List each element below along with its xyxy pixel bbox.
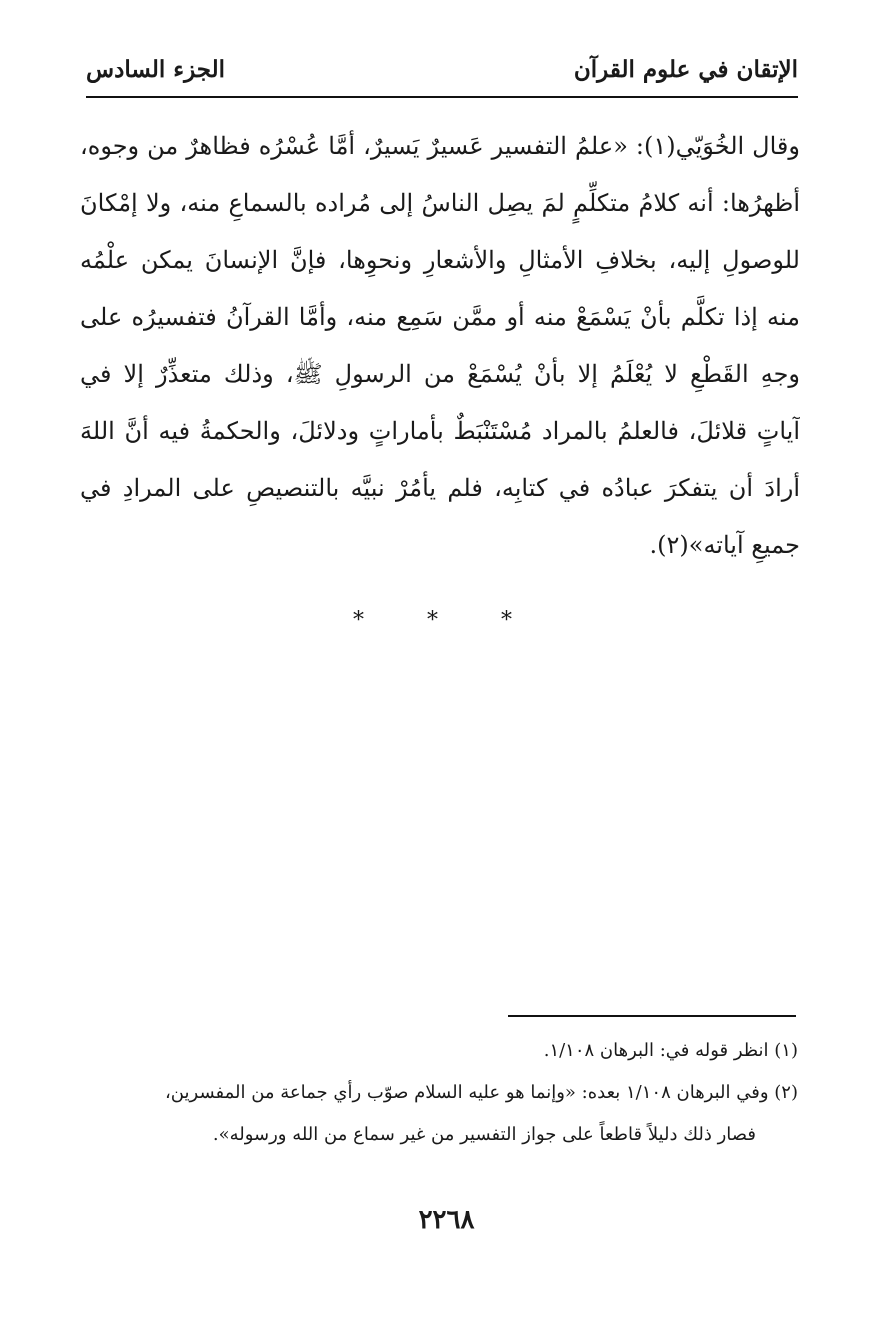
footnote-1: (١) انظر قوله في: البرهان ١/١٠٨. [543,1040,798,1061]
footnotes [80,1030,798,1156]
text-line: وجهِ القَطْعِ لا يُعْلَمُ إلا بأنْ يُسْمَعْ من الرسولِ ﷺ، وذلك متعذِّرٌ إلا في [80,360,800,388]
text-line: آياتٍ قلائلَ، فالعلمُ بالمراد مُسْتَنْبَطٌ بأماراتٍ ودلائلَ، والحكمةُ فيه أنَّ اللهَ [80,417,800,445]
text-line: أظهرُها: أنه كلامُ متكلِّمٍ لمَ يصِل الناسُ إلى مُراده بالسماعِ منه، ولا إمْكانَ [80,189,800,217]
page-number: ٢٢٦٨ [418,1205,475,1235]
running-header [86,50,798,94]
footnote-2-continuation: فصار ذلك دليلاً قاطعاً على جواز التفسير من غير سماع من الله ورسوله». [212,1124,756,1145]
header-rule [86,96,798,98]
text-line: وقال الخُوَيّي(١): «علمُ التفسير عَسيرٌ يَسيرٌ، أمَّا عُسْرُه فظاهرٌ من وجوه، [80,132,800,160]
header-part-label: الجزء السادس [86,56,225,83]
header-book-title: الإتقان في علوم القرآن [573,56,798,83]
main-text [80,118,800,574]
text-line: للوصولِ إليه، بخلافِ الأمثالِ والأشعارِ ونحوِها، فإنَّ الإنسانَ يمكن علْمُه [80,246,800,274]
footnote-rule [508,1015,796,1017]
section-separator: * * * [353,608,540,633]
text-line: منه إذا تكلَّم بأنْ يَسْمَعْ منه أو ممَّن سَمِع منه، وأمَّا القرآنُ فتفسيرُه على [80,303,800,331]
text-line: أرادَ أن يتفكرَ عبادُه في كتابِه، فلم يأمُرْ نبيَّه بالتنصيصِ على المرادِ في [80,474,800,502]
footnote-2: (٢) وفي البرهان ١/١٠٨ بعده: «وإنما هو عليه السلام صوّب رأي جماعة من المفسرين، [164,1082,798,1103]
text-line: جميعِ آياته»(٢). [649,531,800,559]
